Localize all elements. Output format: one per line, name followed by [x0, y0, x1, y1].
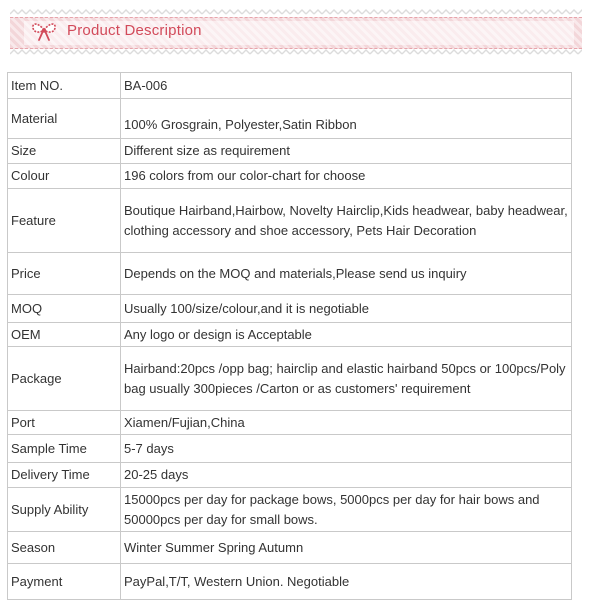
spec-value: Xiamen/Fujian,China [121, 411, 572, 435]
spec-value: 15000pcs per day for package bows, 5000pcs per day for hair bows and 50000pcs per day for small bows. [121, 488, 572, 532]
spec-value: Depends on the MOQ and materials,Please send us inquiry [121, 253, 572, 295]
table-row [8, 411, 572, 435]
spec-label: Colour [8, 164, 121, 189]
table-row [8, 532, 572, 564]
spec-label: Size [8, 139, 121, 164]
spec-label: Payment [8, 564, 121, 600]
bow-icon [30, 19, 58, 43]
spec-value: 5-7 days [121, 435, 572, 463]
spec-value: Different size as requirement [121, 139, 572, 164]
spec-label: Item NO. [8, 73, 121, 99]
spec-value: Winter Summer Spring Autumn [121, 532, 572, 564]
spec-value: Any logo or design is Acceptable [121, 323, 572, 347]
spec-value: Hairband:20pcs /opp bag; hairclip and elastic hairband 50pcs or 100pcs/Poly bag usually 300pieces /Carton or as customers' requirement [121, 347, 572, 411]
spec-value: 20-25 days [121, 463, 572, 488]
spec-label: Season [8, 532, 121, 564]
table-row [8, 488, 572, 532]
table-row [8, 463, 572, 488]
table-row [8, 189, 572, 253]
spec-label: Supply Ability [8, 488, 121, 532]
table-row [8, 323, 572, 347]
banner-zigzag-bottom [10, 48, 582, 56]
table-row [8, 347, 572, 411]
table-row [8, 139, 572, 164]
spec-label: Feature [8, 189, 121, 253]
spec-label: Port [8, 411, 121, 435]
spec-label: MOQ [8, 295, 121, 323]
table-row [8, 564, 572, 600]
banner-zigzag-top [10, 8, 582, 16]
spec-value: 100% Grosgrain, Polyester,Satin Ribbon [121, 99, 572, 139]
table-row [8, 73, 572, 99]
table-row [8, 295, 572, 323]
spec-value: PayPal,T/T, Western Union. Negotiable [121, 564, 572, 600]
spec-label: Package [8, 347, 121, 411]
product-description-banner [10, 8, 582, 56]
table-row [8, 253, 572, 295]
spec-label: Delivery Time [8, 463, 121, 488]
spec-value: 196 colors from our color-chart for choose [121, 164, 572, 189]
table-row [8, 435, 572, 463]
spec-value: Boutique Hairband,Hairbow, Novelty Hairclip,Kids headwear, baby headwear, clothing accessory and shoe accessory, Pets Hair Decoration [121, 189, 572, 253]
spec-label: Price [8, 253, 121, 295]
table-row [8, 99, 572, 139]
spec-label: Sample Time [8, 435, 121, 463]
product-spec-table [7, 72, 572, 600]
table-row [8, 164, 572, 189]
spec-value: Usually 100/size/colour,and it is negotiable [121, 295, 572, 323]
spec-value: BA-006 [121, 73, 572, 99]
spec-label: Material [8, 99, 121, 139]
banner-title: Product Description [67, 22, 202, 39]
spec-label: OEM [8, 323, 121, 347]
